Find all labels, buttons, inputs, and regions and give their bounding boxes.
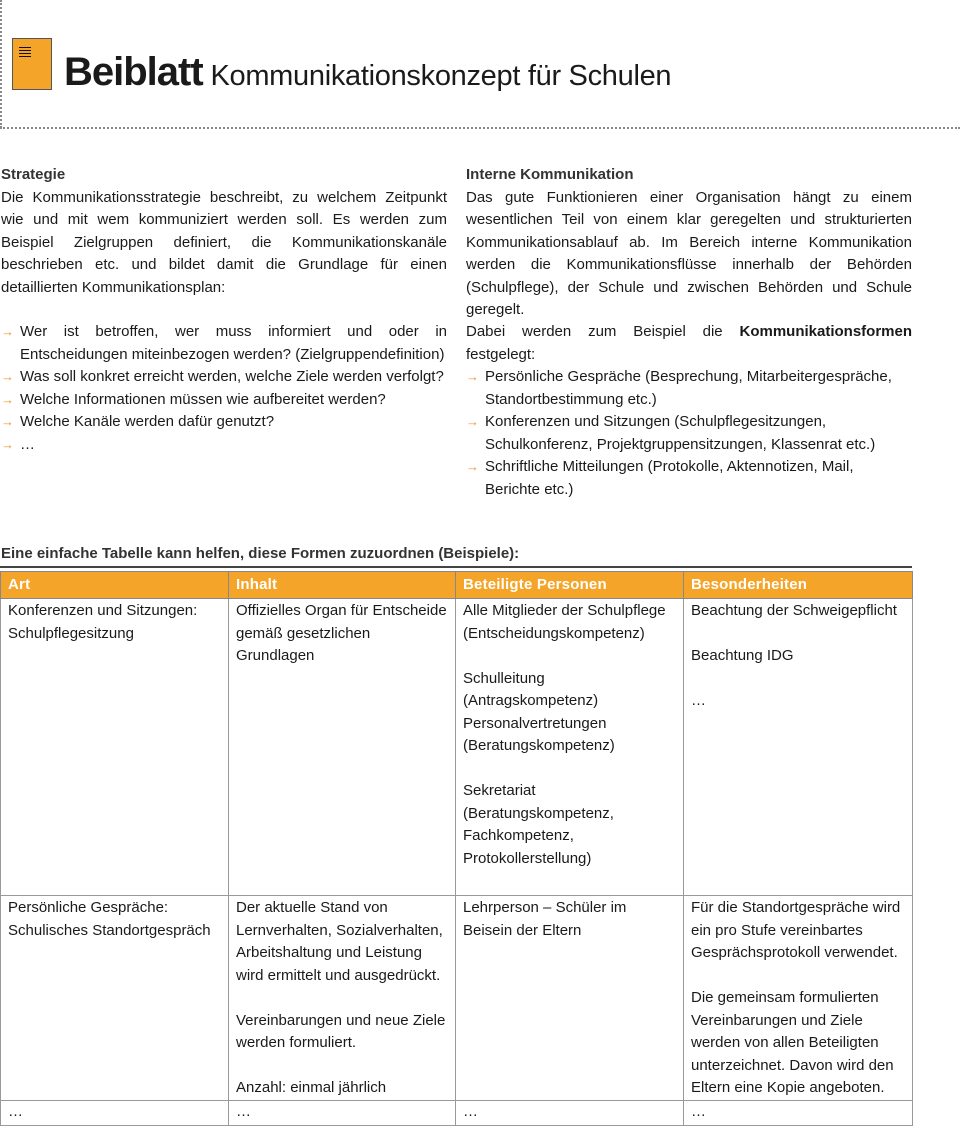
- table-cell: …: [456, 1100, 684, 1125]
- dotted-divider-horizontal: [0, 127, 960, 129]
- table-row: [1, 896, 913, 1101]
- list-item: → Wer ist betroffen, wer muss informiert und oder in Entscheidungen miteinbezogen werden? (Zielgruppendefinition): [1, 323, 447, 363]
- dotted-margin-vertical: [0, 0, 2, 128]
- table-cell: Der aktuelle Stand von Lernverhalten, Sozialverhalten, Arbeitshaltung und Leistung wird ermittelt und ausgedrückt. Vereinbarungen und neue Ziele werden formuliert. Anzahl: einmal jährlich: [229, 896, 456, 1101]
- list-item: → Konferenzen und Sitzungen (Schulpflegesitzungen, Schulkonferenz, Projektgruppensitzungen, Klassenrat etc.): [466, 413, 876, 453]
- list-item: → …: [1, 434, 447, 457]
- table-cell: Lehrperson – Schüler im Beisein der Eltern: [456, 896, 684, 1101]
- arrow-icon: →: [466, 414, 479, 429]
- table-cell: Für die Standortgespräche wird ein pro Stufe vereinbartes Gesprächsprotokoll verwendet. Die gemeinsam formulierten Vereinbarungen und Ziele werden von allen Beteiligten unterzeichnet. Davon wird den Eltern eine Kopie angeboten.: [684, 896, 913, 1101]
- forms-intro: Dabei werden zum Beispiel die Kommunikationsformen festgelegt:: [466, 323, 912, 363]
- table-cell: …: [229, 1100, 456, 1125]
- list-item: → Welche Informationen müssen wie aufbereitet werden?: [1, 389, 447, 412]
- communication-forms: [466, 321, 912, 501]
- table-cell: Beachtung der Schweigepflicht Beachtung IDG …: [684, 599, 913, 896]
- list-item: → Welche Kanäle werden dafür genutzt?: [1, 411, 447, 434]
- table-title: Eine einfache Tabelle kann helfen, diese Formen zuzuordnen (Beispiele):: [1, 545, 520, 562]
- table-title-rule: [0, 566, 912, 568]
- arrow-icon: →: [1, 391, 14, 407]
- strategy-heading: Strategie: [1, 166, 66, 183]
- strategy-paragraph: Die Kommunikationsstrategie beschreibt, zu welchem Zeitpunkt wie und mit wem kommuniziert werden soll. Es werden zum Beispiel Zielgruppen definiert, die Kommunikationskanäle beschrieben etc. und bildet damit die Grundlage für einen detaillierten Kommunikationsplan:: [1, 188, 447, 296]
- strategy-section: [1, 164, 447, 299]
- internal-heading: Interne Kommunikation: [466, 166, 634, 183]
- page-title: [64, 50, 671, 95]
- table-row: [1, 1100, 913, 1125]
- arrow-icon: →: [1, 324, 14, 339]
- list-item: → Schriftliche Mitteilungen (Protokolle, Aktennotizen, Mail, Berichte etc.): [466, 458, 854, 498]
- forms-table: [0, 571, 913, 1126]
- table-cell: Offizielles Organ für Entscheide gemäß gesetzlichen Grundlagen: [229, 599, 456, 896]
- internal-communication-section: [466, 164, 912, 322]
- arrow-icon: →: [1, 369, 14, 384]
- arrow-icon: →: [466, 369, 479, 384]
- column-header: Besonderheiten: [684, 572, 913, 599]
- list-item: → Was soll konkret erreicht werden, welche Ziele werden verfolgt?: [1, 366, 447, 389]
- strategy-questions: [1, 321, 447, 456]
- arrow-icon: →: [1, 414, 14, 429]
- table-header-row: [1, 572, 913, 599]
- arrow-icon: →: [1, 436, 14, 452]
- table-cell: Konferenzen und Sitzungen: Schulpflegesitzung: [1, 599, 229, 896]
- arrow-icon: →: [466, 459, 479, 474]
- table-cell: Alle Mitglieder der Schulpflege (Entscheidungskompetenz) Schulleitung (Antragskompetenz) Personalvertretungen (Beratungskompetenz) Sekretariat (Beratungskompetenz, Fachkompetenz, Protokollerstellung): [456, 599, 684, 896]
- table-row: [1, 599, 913, 896]
- column-header: Inhalt: [229, 572, 456, 599]
- list-item: → Persönliche Gespräche (Besprechung, Mitarbeitergespräche, Standortbestimmung etc.): [466, 368, 892, 408]
- table-cell: …: [684, 1100, 913, 1125]
- title-rest: Kommunikationskonzept für Schulen: [210, 60, 672, 92]
- column-header: Beteiligte Personen: [456, 572, 684, 599]
- table-cell: …: [1, 1100, 229, 1125]
- table-cell: Persönliche Gespräche: Schulisches Standortgespräch: [1, 896, 229, 1101]
- document-icon: [12, 38, 52, 90]
- column-header: Art: [1, 572, 229, 599]
- internal-paragraph: Das gute Funktionieren einer Organisation hängt zu einem wesentlichen Teil von einem klar geregelten und strukturierten Kommunikationsablauf ab. Im Bereich interne Kommunikation werden die Kommunikationsflüsse innerhalb der Behörden (Schulpflege), der Schule und zwischen Behörden und Schule geregelt.: [466, 188, 912, 318]
- title-bold: Beiblatt: [64, 50, 203, 94]
